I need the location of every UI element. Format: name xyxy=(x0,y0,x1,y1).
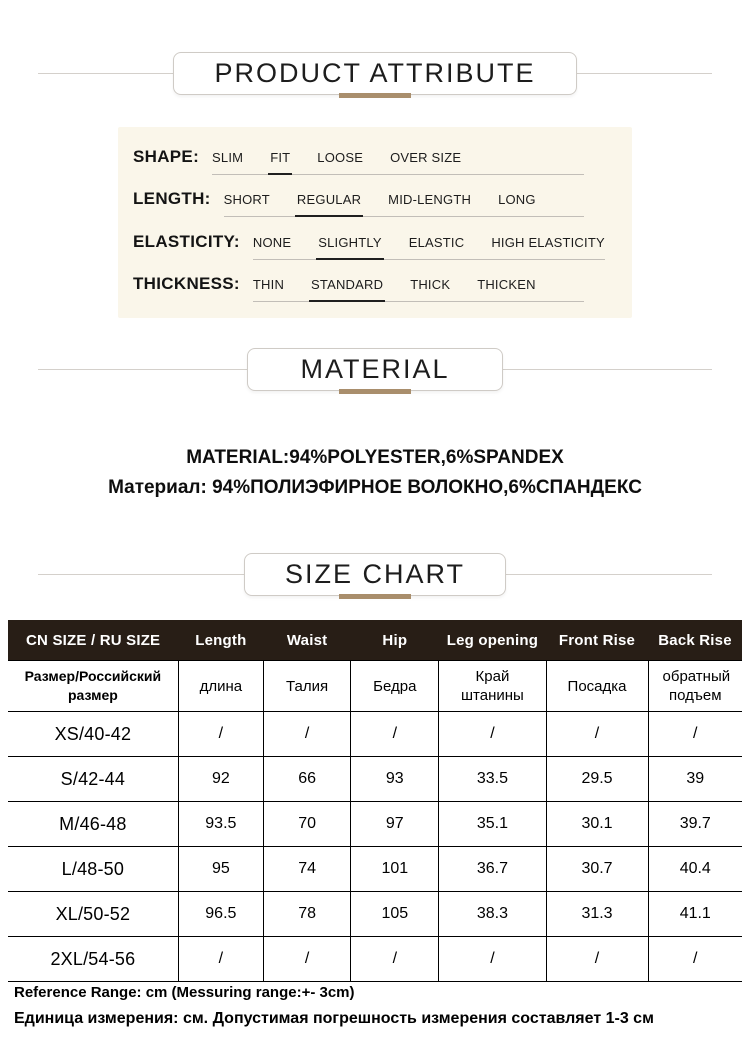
section-title-product-attribute xyxy=(0,52,750,95)
size-table-header-cell: Waist xyxy=(263,620,350,661)
size-label-cell: XL/50-52 xyxy=(8,892,178,937)
size-label-cell: M/46-48 xyxy=(8,802,178,847)
value-cell: 74 xyxy=(263,847,350,892)
section-title-size-chart xyxy=(0,553,750,596)
value-cell: / xyxy=(439,937,546,982)
attribute-row-shape xyxy=(133,147,584,175)
attribute-label-length: LENGTH: xyxy=(133,189,211,209)
value-cell: 38.3 xyxy=(439,892,546,937)
value-cell: / xyxy=(546,937,648,982)
value-cell: / xyxy=(351,937,439,982)
value-cell: 96.5 xyxy=(178,892,263,937)
value-cell: 70 xyxy=(263,802,350,847)
size-table-body xyxy=(8,661,742,982)
title-accent-bar xyxy=(339,93,411,98)
size-table-row xyxy=(8,802,742,847)
material-line-en: MATERIAL:94%POLYESTER,6%SPANDEX xyxy=(186,447,564,468)
size-table-subheader-row xyxy=(8,661,742,712)
option-thin: THIN xyxy=(252,276,285,292)
title-side-line-right xyxy=(503,369,712,370)
value-cell: 30.1 xyxy=(546,802,648,847)
option-long: LONG xyxy=(498,192,536,208)
size-table-head xyxy=(8,620,742,661)
section-title-material xyxy=(0,348,750,391)
attribute-panel xyxy=(118,127,632,318)
value-cell: 41.1 xyxy=(648,892,742,937)
value-cell: 31.3 xyxy=(546,892,648,937)
value-cell: 97 xyxy=(351,802,439,847)
attribute-options-thickness xyxy=(253,277,584,302)
attribute-label-elasticity: ELASTICITY: xyxy=(133,231,240,251)
title-accent-bar xyxy=(339,389,411,394)
material-text-block xyxy=(0,443,750,503)
value-cell: / xyxy=(648,937,742,982)
size-table-subheader-cell: Размер/Российский размер xyxy=(8,661,178,712)
note-reference-range: Reference Range: cm (Messuring range:+- 3cm) xyxy=(14,984,355,1001)
material-line-ru: Материал: 94%ПОЛИЭФИРНОЕ ВОЛОКНО,6%СПАНДЕКС xyxy=(108,477,642,498)
value-cell: 105 xyxy=(351,892,439,937)
value-cell: 39.7 xyxy=(648,802,742,847)
attribute-options-length xyxy=(224,192,584,217)
title-box-wrap xyxy=(173,52,576,95)
value-cell: 36.7 xyxy=(439,847,546,892)
attribute-label-shape: SHAPE: xyxy=(133,147,200,166)
value-cell: 29.5 xyxy=(546,757,648,802)
attribute-row-length xyxy=(133,189,584,217)
value-cell: 66 xyxy=(263,757,350,802)
option-elastic: ELASTIC xyxy=(408,234,465,250)
title-side-line-left xyxy=(38,574,244,575)
size-table-header-cell: Leg opening xyxy=(439,620,546,661)
title-box-wrap xyxy=(244,553,506,596)
product-attribute-title: PRODUCT ATTRIBUTE xyxy=(173,52,576,95)
attribute-row-elasticity xyxy=(133,231,605,260)
option-loose: LOOSE xyxy=(317,150,364,165)
size-table-row xyxy=(8,937,742,982)
value-cell: 93 xyxy=(351,757,439,802)
size-table-row xyxy=(8,892,742,937)
size-label-cell: 2XL/54-56 xyxy=(8,937,178,982)
size-label-cell: XS/40-42 xyxy=(8,712,178,757)
size-table-subheader-cell: Край штанины xyxy=(439,661,546,712)
value-cell: 101 xyxy=(351,847,439,892)
measurement-notes xyxy=(14,984,740,1028)
attribute-options-shape xyxy=(212,150,584,175)
size-table-subheader-cell: Талия xyxy=(263,661,350,712)
size-table-row xyxy=(8,757,742,802)
size-label-cell: S/42-44 xyxy=(8,757,178,802)
value-cell: 35.1 xyxy=(439,802,546,847)
option-thick: THICK xyxy=(410,276,451,292)
value-cell: / xyxy=(178,937,263,982)
value-cell: / xyxy=(648,712,742,757)
attribute-row-thickness xyxy=(133,274,584,302)
value-cell: 40.4 xyxy=(648,847,742,892)
size-table-header-cell: Hip xyxy=(351,620,439,661)
attribute-options-elasticity xyxy=(253,235,605,260)
note-measurement-unit-ru: Единица измерения: см. Допустимая погрешность измерения составляет 1-3 см xyxy=(14,1010,654,1027)
value-cell: 39 xyxy=(648,757,742,802)
size-table-header-row xyxy=(8,620,742,661)
size-table-subheader-cell: длина xyxy=(178,661,263,712)
option-over-size: OVER SIZE xyxy=(390,150,462,165)
material-title: MATERIAL xyxy=(247,348,503,391)
title-side-line-left xyxy=(38,369,247,370)
size-label-cell: L/48-50 xyxy=(8,847,178,892)
title-side-line-left xyxy=(38,73,173,74)
option-none: NONE xyxy=(252,234,292,250)
size-table-subheader-cell: обратный подъем xyxy=(648,661,742,712)
title-box-wrap xyxy=(247,348,503,391)
size-chart-table xyxy=(8,620,742,982)
option-thicken: THICKEN xyxy=(477,276,536,292)
value-cell: / xyxy=(263,937,350,982)
value-cell: / xyxy=(351,712,439,757)
value-cell: / xyxy=(546,712,648,757)
value-cell: / xyxy=(178,712,263,757)
value-cell: / xyxy=(439,712,546,757)
value-cell: 30.7 xyxy=(546,847,648,892)
size-table-row xyxy=(8,847,742,892)
option-regular-selected: REGULAR xyxy=(296,192,362,208)
value-cell: 92 xyxy=(178,757,263,802)
value-cell: 78 xyxy=(263,892,350,937)
option-standard-selected: STANDARD xyxy=(311,276,384,292)
option-mid-length: MID-LENGTH xyxy=(388,192,472,208)
size-table-header-cell: Back Rise xyxy=(648,620,742,661)
option-slim: SLIM xyxy=(212,150,244,165)
title-side-line-right xyxy=(506,574,712,575)
size-table-subheader-cell: Посадка xyxy=(546,661,648,712)
attribute-label-thickness: THICKNESS: xyxy=(133,273,240,293)
value-cell: 95 xyxy=(178,847,263,892)
value-cell: 93.5 xyxy=(178,802,263,847)
size-table-header-cell: Length xyxy=(178,620,263,661)
size-chart-title: SIZE CHART xyxy=(244,553,506,596)
option-high-elasticity: HIGH ELASTICITY xyxy=(491,234,605,250)
option-slightly-selected: SLIGHTLY xyxy=(318,234,382,250)
size-table-row xyxy=(8,712,742,757)
size-table-header-cell: CN SIZE / RU SIZE xyxy=(8,620,178,661)
size-table-header-cell: Front Rise xyxy=(546,620,648,661)
option-short: SHORT xyxy=(223,192,270,208)
option-fit-selected: FIT xyxy=(270,150,291,165)
title-accent-bar xyxy=(339,594,411,599)
value-cell: 33.5 xyxy=(439,757,546,802)
value-cell: / xyxy=(263,712,350,757)
size-table-subheader-cell: Бедра xyxy=(351,661,439,712)
title-side-line-right xyxy=(577,73,712,74)
